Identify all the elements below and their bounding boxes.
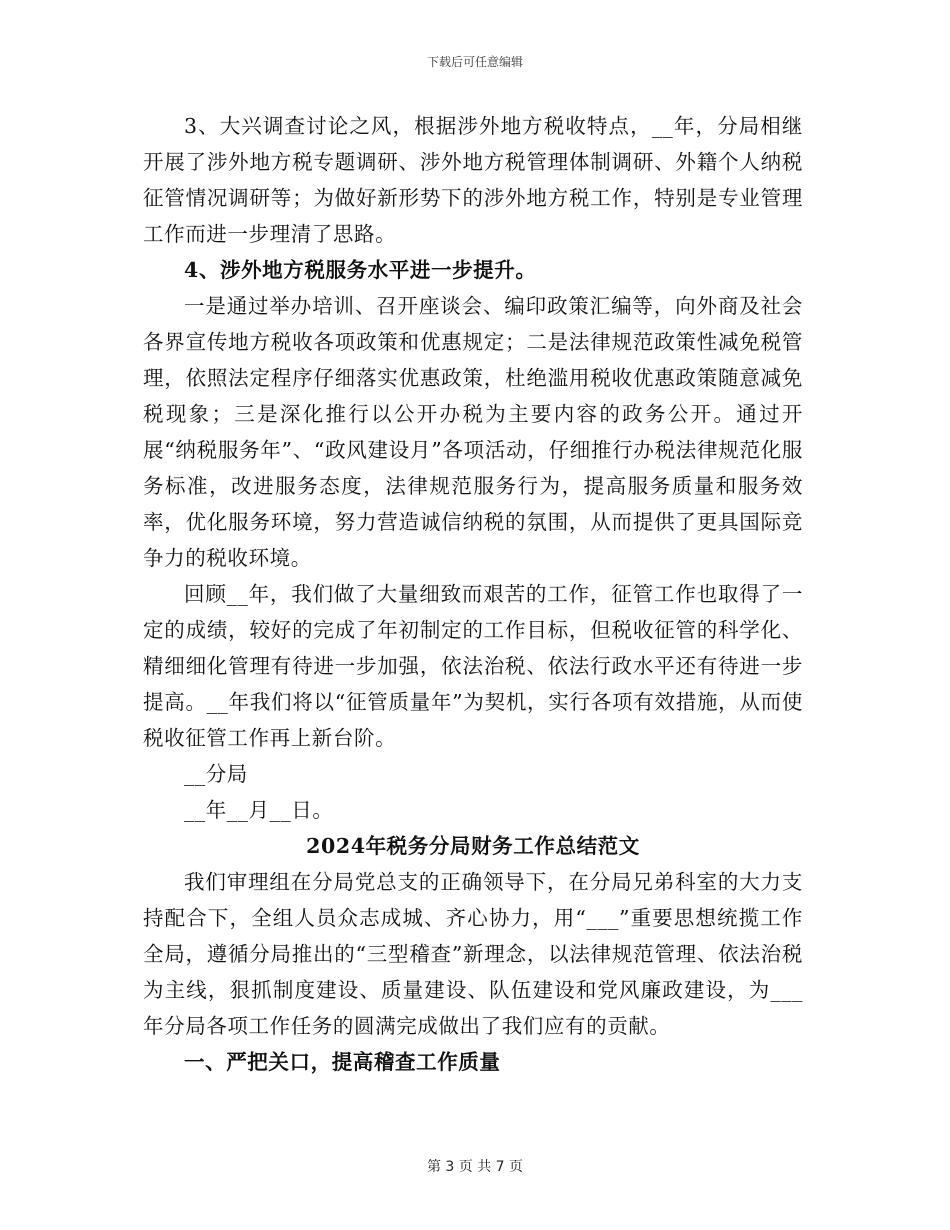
document-body [143, 108, 803, 1080]
signature-branch: __分局 [184, 762, 248, 786]
paragraph-review: 回顾__年，我们做了大量细致而艰苦的工作，征管工作也取得了一定的成绩，较好的完成了年初制定的工作目标，但税收征管的科学化、精细细化管理有待进一步加强，依法治税、依法行政水平还有待进一步提高。__年我们将以“征管质量年”为契机，实行各项有效措施，从而使税收征管工作再上新台阶。 [143, 582, 803, 750]
heading-section-one: 一、严把关口，提高稽查工作质量 [184, 1050, 501, 1074]
paragraph-research: 3、大兴调查讨论之风，根据涉外地方税收特点，__年，分局相继开展了涉外地方税专题调研、涉外地方税管理体制调研、外籍个人纳税征管情况调研等；为做好新形势下的涉外地方税工作，特别是专业管理工作而进一步理清了思路。 [143, 114, 803, 246]
header-note: 下载后可任意编辑 [426, 55, 523, 69]
document-title: 2024年税务分局财务工作总结范文 [306, 834, 640, 858]
paragraph-intro: 我们审理组在分局党总支的正确领导下，在分局兄弟科室的大力支持配合下，全组人员众志成城、齐心协力，用“___”重要思想统揽工作全局，遵循分局推出的“三型稽查”新理念，以法律规范管理、依法治税为主线，狠抓制度建设、质量建设、队伍建设和党风廉政建设，为___年分局各项工作任务的圆满完成做出了我们应有的贡献。 [143, 870, 803, 1038]
heading-service-level: 4、涉外地方税服务水平进一步提升。 [184, 258, 537, 282]
page-number: 第 3 页 共 7 页 [426, 1159, 524, 1175]
signature-date: __年__月__日。 [184, 798, 334, 822]
paragraph-service-measures: 一是通过举办培训、召开座谈会、编印政策汇编等，向外商及社会各界宣传地方税收各项政策和优惠规定；二是法律规范政策性减免税管理，依照法定程序仔细落实优惠政策，杜绝滥用税收优惠政策随意减免税现象；三是深化推行以公开办税为主要内容的政务公开。通过开展“纳税服务年”、“政风建设月”各项活动，仔细推行办税法律规范化服务标准，改进服务态度，法律规范服务行为，提高服务质量和服务效率，优化服务环境，努力营造诚信纳税的氛围，从而提供了更具国际竞争力的税收环境。 [143, 294, 803, 570]
